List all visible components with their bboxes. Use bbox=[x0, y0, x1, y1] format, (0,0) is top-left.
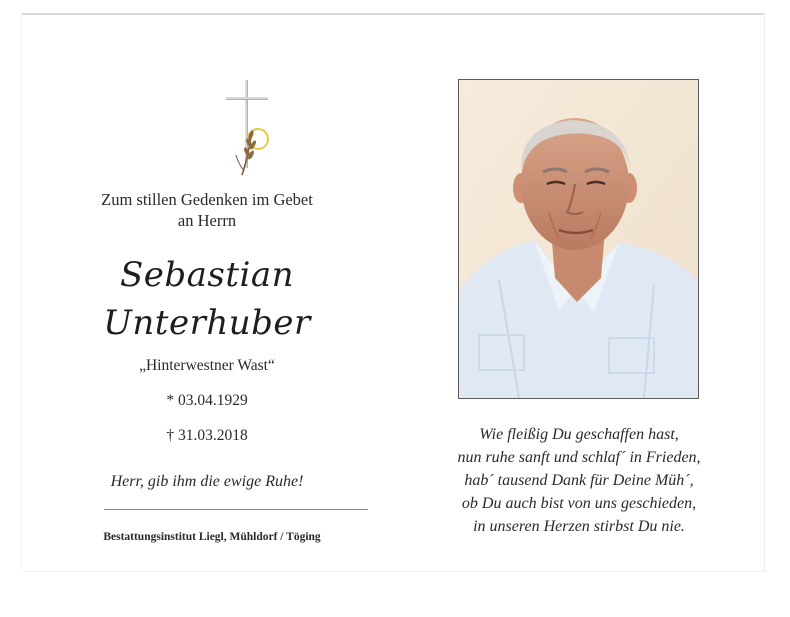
death-date: † 31.03.2018 bbox=[166, 427, 248, 444]
poem-line: hab´ tausend Dank für Deine Müh´, bbox=[464, 472, 694, 489]
first-name: Sebastian bbox=[119, 255, 295, 295]
poem-line: in unseren Herzen stirbst Du nie. bbox=[473, 518, 685, 535]
portrait-photo bbox=[458, 79, 699, 399]
memorial-card bbox=[22, 13, 764, 571]
poem bbox=[394, 423, 764, 538]
last-name: Unterhuber bbox=[103, 303, 311, 343]
poem-line: nun ruhe sanft und schlaf´ in Frieden, bbox=[457, 449, 701, 466]
cross-with-wheat-icon bbox=[218, 75, 278, 185]
intro-line-2: an Herrn bbox=[177, 211, 237, 230]
divider-line bbox=[104, 509, 368, 510]
card-left-panel bbox=[62, 15, 352, 571]
intro-line-1: Zum stillen Gedenken im Gebet bbox=[101, 190, 313, 209]
poem-line: Wie fleißig Du geschaffen hast, bbox=[479, 426, 679, 443]
nickname: „Hinterwestner Wast“ bbox=[139, 357, 275, 374]
portrait-illustration bbox=[459, 80, 698, 398]
prayer-line: Herr, gib ihm die ewige Ruhe! bbox=[110, 473, 304, 490]
birth-date: * 03.04.1929 bbox=[166, 392, 248, 409]
poem-line: ob Du auch bist von uns geschieden, bbox=[461, 495, 697, 512]
funeral-home-credit: Bestattungsinstitut Liegl, Mühldorf / Töging bbox=[103, 531, 321, 543]
